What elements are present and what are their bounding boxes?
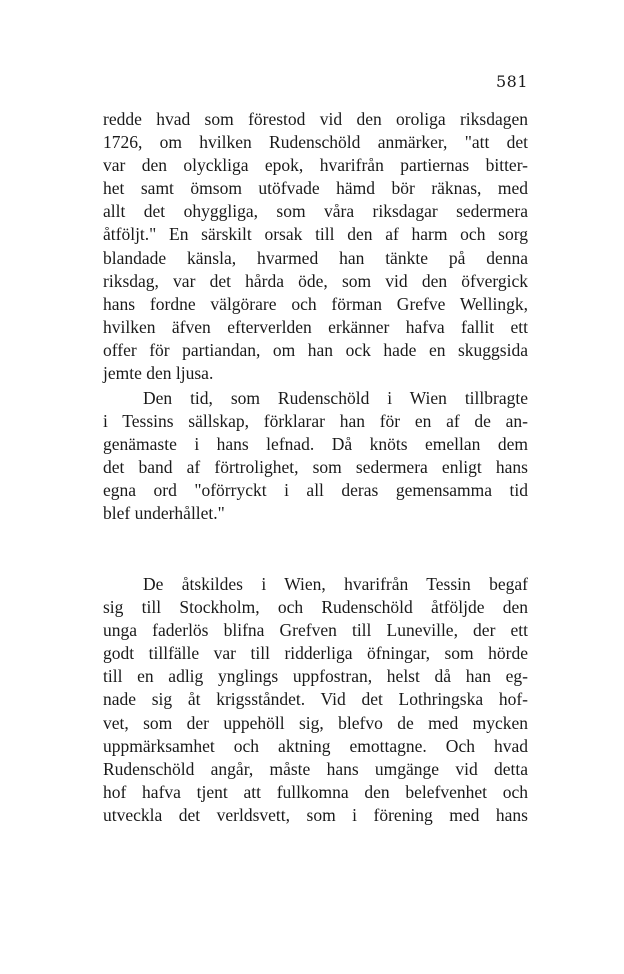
text-line: unga faderlös blifna Grefven till Luneville, der ett [103,620,528,641]
text-line: blandade känsla, hvarmed han tänkte på denna [103,247,528,268]
text-line: blef underhållet." [103,503,225,524]
text-line: genämaste i hans lefnad. Då knöts emellan dem [103,434,528,455]
text-line: till en adlig ynglings uppfostran, helst då han eg- [103,666,528,687]
text-line: 1726, om hvilken Rudenschöld anmärker, "att det [103,132,528,153]
text-line: Den tid, som Rudenschöld i Wien tillbragte [143,388,528,408]
text-line: vet, som der uppehöll sig, blefvo de med mycken [103,712,528,733]
text-line: Rudenschöld angår, måste hans umgänge vid detta [103,758,528,779]
text-line: godt tillfälle var till ridderliga öfningar, som hörde [103,643,528,664]
page-number: 581 [495,72,528,91]
text-line: De åtskildes i Wien, hvarifrån Tessin begaf [143,574,528,594]
text-line: allt det ohyggliga, som våra riksdagar sedermera [103,201,528,222]
paragraph-1 [103,108,528,385]
text-line: nade sig åt krigsståndet. Vid det Lothringska hof- [103,689,528,710]
text-line: riksdag, var det hårda öde, som vid den öfvergick [103,270,528,291]
text-line: egna ord "oförryckt i all deras gemensamma tid [103,480,528,501]
text-line: het samt ömsom utöfvade hämd bör räknas, med [103,178,528,199]
text-line: åtföljt." En särskilt orsak till den af harm och sorg [103,224,528,245]
text-line: i Tessins sällskap, förklarar han för en af de an- [103,411,528,432]
text-line: offer för partiandan, om han ock hade en skuggsida [103,339,528,360]
text-line: utveckla det verldsvett, som i förening med hans [103,804,528,825]
text-line: hans fordne välgörare och förman Grefve Wellingk, [103,293,528,314]
text-line: hvilken äfven efterverlden erkänner hafva fallit ett [103,316,528,337]
text-line: sig till Stockholm, och Rudenschöld åtföljde den [103,597,528,618]
paragraph-2 [103,387,528,526]
text-line: redde hvad som förestod vid den oroliga riksdagen [103,109,528,129]
text-line: jemte den ljusa. [103,363,214,384]
text-line: hof hafva tjent att fullkomna den belefvenhet och [103,781,528,802]
text-line: var den olyckliga epok, hvarifrån partiernas bitter- [103,155,528,176]
text-line: uppmärksamhet och aktning emottagne. Och hvad [103,735,528,756]
text-line: det band af förtrolighet, som sedermera enligt hans [103,457,528,478]
paragraph-3 [103,573,528,827]
